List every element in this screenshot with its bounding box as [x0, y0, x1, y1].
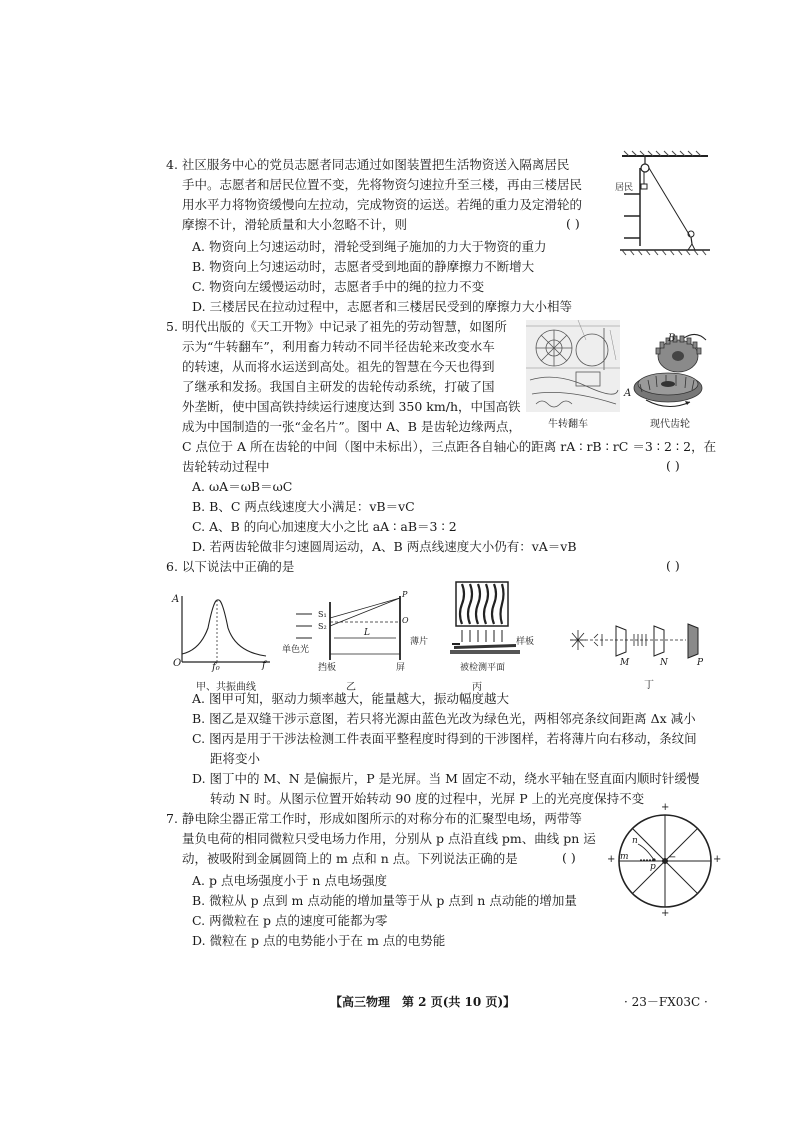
- q4-line-4: 摩擦不计，滑轮质量和大小忽略不计，则: [182, 217, 408, 232]
- q5-ox-water-wheel-figure: [526, 320, 620, 412]
- q6-yi-s1: S₁: [318, 610, 327, 619]
- q5-line-4: 了继承和发扬。我国自主研发的齿轮传动系统，打破了国: [182, 379, 495, 394]
- q4-option-a: A. 物资向上匀速运动时，滑轮受到绳子施加的力大于物资的重力: [192, 239, 547, 254]
- q5-line-2: 示为“牛转翻车”，利用畜力转动不同半径齿轮来改变水车: [182, 339, 495, 354]
- q5-option-a: A. ωA＝ωB＝ωC: [192, 479, 293, 494]
- q6-jia-y-label: A: [172, 594, 180, 605]
- q6-yi-baffle: 挡板: [318, 663, 337, 673]
- q7-point-p: p: [650, 862, 656, 872]
- q7-point-m: m: [620, 852, 629, 862]
- q6-yi-caption: 乙: [346, 682, 356, 693]
- q6-ding-n: N: [660, 658, 668, 668]
- q5-caption-modern-gears: 现代齿轮: [650, 419, 690, 430]
- q7-plus-left: +: [607, 854, 616, 865]
- q4-option-b: B. 物资向上匀速运动时，志愿者受到地面的静摩擦力不断增大: [192, 259, 535, 274]
- q5-line-1: 5. 明代出版的《天工开物》中记录了祖先的劳动智慧，如图所: [166, 319, 507, 334]
- q7-point-n: n: [632, 836, 638, 846]
- q6-option-d-line-1: D. 图丁中的 M、N 是偏振片，P 是光屏。当 M 固定不动，绕水平轴在竖直面内顺时针缓慢: [192, 771, 700, 786]
- q5-option-d: D. 若两齿轮做非匀速圆周运动，A、B 两点线速度大小仍有：vA＝vB: [192, 539, 577, 554]
- q5-option-c: C. A、B 的向心加速度大小之比 aA ∶ aB＝3 ∶ 2: [192, 519, 457, 534]
- q6-yi-s2: S₂: [318, 622, 327, 631]
- q4-option-d: D. 三楼居民在拉动过程中，志愿者和三楼居民受到的摩擦力大小相等: [192, 299, 573, 314]
- q7-line-3: 动，被吸附到金属圆筒上的 m 点和 n 点。下列说法正确的是: [182, 851, 518, 866]
- q5-line-7: C 点位于 A 所在齿轮的中间（图中未标出），三点距各自轴心的距离 rA ∶ rB ∶ rC ＝3 ∶ 2 ∶ 2，在: [182, 439, 717, 454]
- q6-fig-jia-resonance-curve: [170, 592, 274, 672]
- q6-option-a: A. 图甲可知，驱动力频率越大，能量越大，振动幅度越大: [192, 691, 509, 706]
- q5-line-5: 外垄断，使中国高铁持续运行速度达到 350 km/h，中国高铁: [182, 399, 521, 414]
- q4-line-1: 4. 社区服务中心的党员志愿者同志通过如图装置把生活物资送入隔离居民: [166, 157, 570, 172]
- q6-ding-p: P: [697, 658, 704, 668]
- q5-caption-ox-wheel: 牛转翻车: [548, 419, 588, 430]
- q4-option-c: C. 物资向左缓慢运动时，志愿者手中的绳的拉力不变: [192, 279, 485, 294]
- q6-yi-o: O: [402, 616, 409, 625]
- q5-line-3: 的转速，从而将水运送到高处。祖先的智慧在今天也得到: [182, 359, 495, 374]
- q5-answer-paren: ( ): [666, 458, 680, 473]
- q5-point-b-label: B: [668, 333, 676, 344]
- q6-stem: 6. 以下说法中正确的是: [166, 559, 295, 574]
- q5-line-6: 成为中国制造的一张“金名片”。图中 A、B 是齿轮边缘两点，: [182, 419, 521, 434]
- q5-option-b: B. B、C 两点线速度大小满足：vB＝vC: [192, 499, 415, 514]
- q6-bing-plane: 被检测平面: [460, 663, 506, 673]
- q6-fig-yi-double-slit: [290, 594, 410, 666]
- q6-yi-l: L: [364, 628, 370, 638]
- q6-jia-x-tick: f₀: [212, 662, 220, 673]
- q7-plus-right: +: [713, 854, 722, 865]
- q6-bing-caption: 丙: [472, 682, 482, 693]
- q6-option-c-line-2: 距将变小: [210, 751, 261, 766]
- q6-option-d-line-2: 转动 N 时。从图示位置开始转动 90 度的过程中，光屏 P 上的光亮度保持不变: [210, 791, 645, 806]
- q7-option-c: C. 两微粒在 p 点的速度可能都为零: [192, 913, 388, 928]
- q5-line-8: 齿轮转动过程中: [182, 459, 270, 474]
- q6-fig-bing-interference: [430, 580, 530, 668]
- q6-yi-light: 单色光: [282, 645, 310, 655]
- q7-plus-bottom: +: [661, 908, 670, 919]
- q7-plus-top: +: [661, 802, 670, 813]
- q7-line-1: 7. 静电除尘器正常工作时，形成如图所示的对称分布的汇聚型电场，两带等: [166, 811, 582, 826]
- q6-answer-paren: ( ): [666, 558, 680, 573]
- q7-answer-paren: ( ): [562, 850, 576, 865]
- q7-option-a: A. p 点电场强度小于 n 点电场强度: [192, 873, 387, 888]
- q6-bing-sample: 样板: [516, 637, 535, 647]
- q7-option-d: D. 微粒在 p 点的电势能小于在 m 点的电势能: [192, 933, 446, 948]
- q7-line-2: 量负电荷的相同微粒只受电场力作用，分别从 p 点沿直线 pm、曲线 pn 运: [182, 831, 596, 846]
- q4-line-3: 用水平力将物资缓慢向左拉动，完成物资的运送。若绳的重力及定滑轮的: [182, 197, 583, 212]
- q6-ding-caption: 丁: [644, 680, 654, 691]
- q7-option-b: B. 微粒从 p 点到 m 点动能的增加量等于从 p 点到 n 点动能的增加量: [192, 893, 577, 908]
- page-footer-code: · 23－FX03C ·: [624, 995, 708, 1009]
- q6-yi-screen: 屏: [396, 663, 406, 673]
- q6-fig-ding-polarizers: [566, 620, 710, 664]
- q6-yi-p: P: [402, 590, 408, 599]
- q6-jia-origin: O: [173, 658, 182, 669]
- q6-option-c-line-1: C. 图丙是用于干涉法检测工件表面平整程度时得到的干涉图样，若将薄片向右移动，条纹间: [192, 731, 697, 746]
- q6-jia-x-label: f: [262, 660, 266, 671]
- page-footer-center: 【高三物理 第 2 页(共 10 页)】: [330, 995, 516, 1009]
- q6-jia-caption: 甲、共振曲线: [196, 682, 256, 693]
- q4-line-2: 手中。志愿者和居民位置不变，先将物资匀速拉升至三楼，再由三楼居民: [182, 177, 583, 192]
- q6-bing-thin-film: 薄片: [410, 637, 429, 647]
- q6-option-b: B. 图乙是双缝干涉示意图，若只将光源由蓝色光改为绿色光，两相邻亮条纹间距离 Δx 减小: [192, 711, 696, 726]
- q4-resident-label: 居民: [615, 183, 634, 193]
- q4-answer-paren: ( ): [566, 216, 580, 231]
- q7-minus-center: −: [668, 852, 677, 863]
- q5-point-a-label: A: [624, 388, 632, 399]
- q6-ding-m: M: [620, 658, 630, 668]
- q4-pulley-figure: [612, 148, 714, 258]
